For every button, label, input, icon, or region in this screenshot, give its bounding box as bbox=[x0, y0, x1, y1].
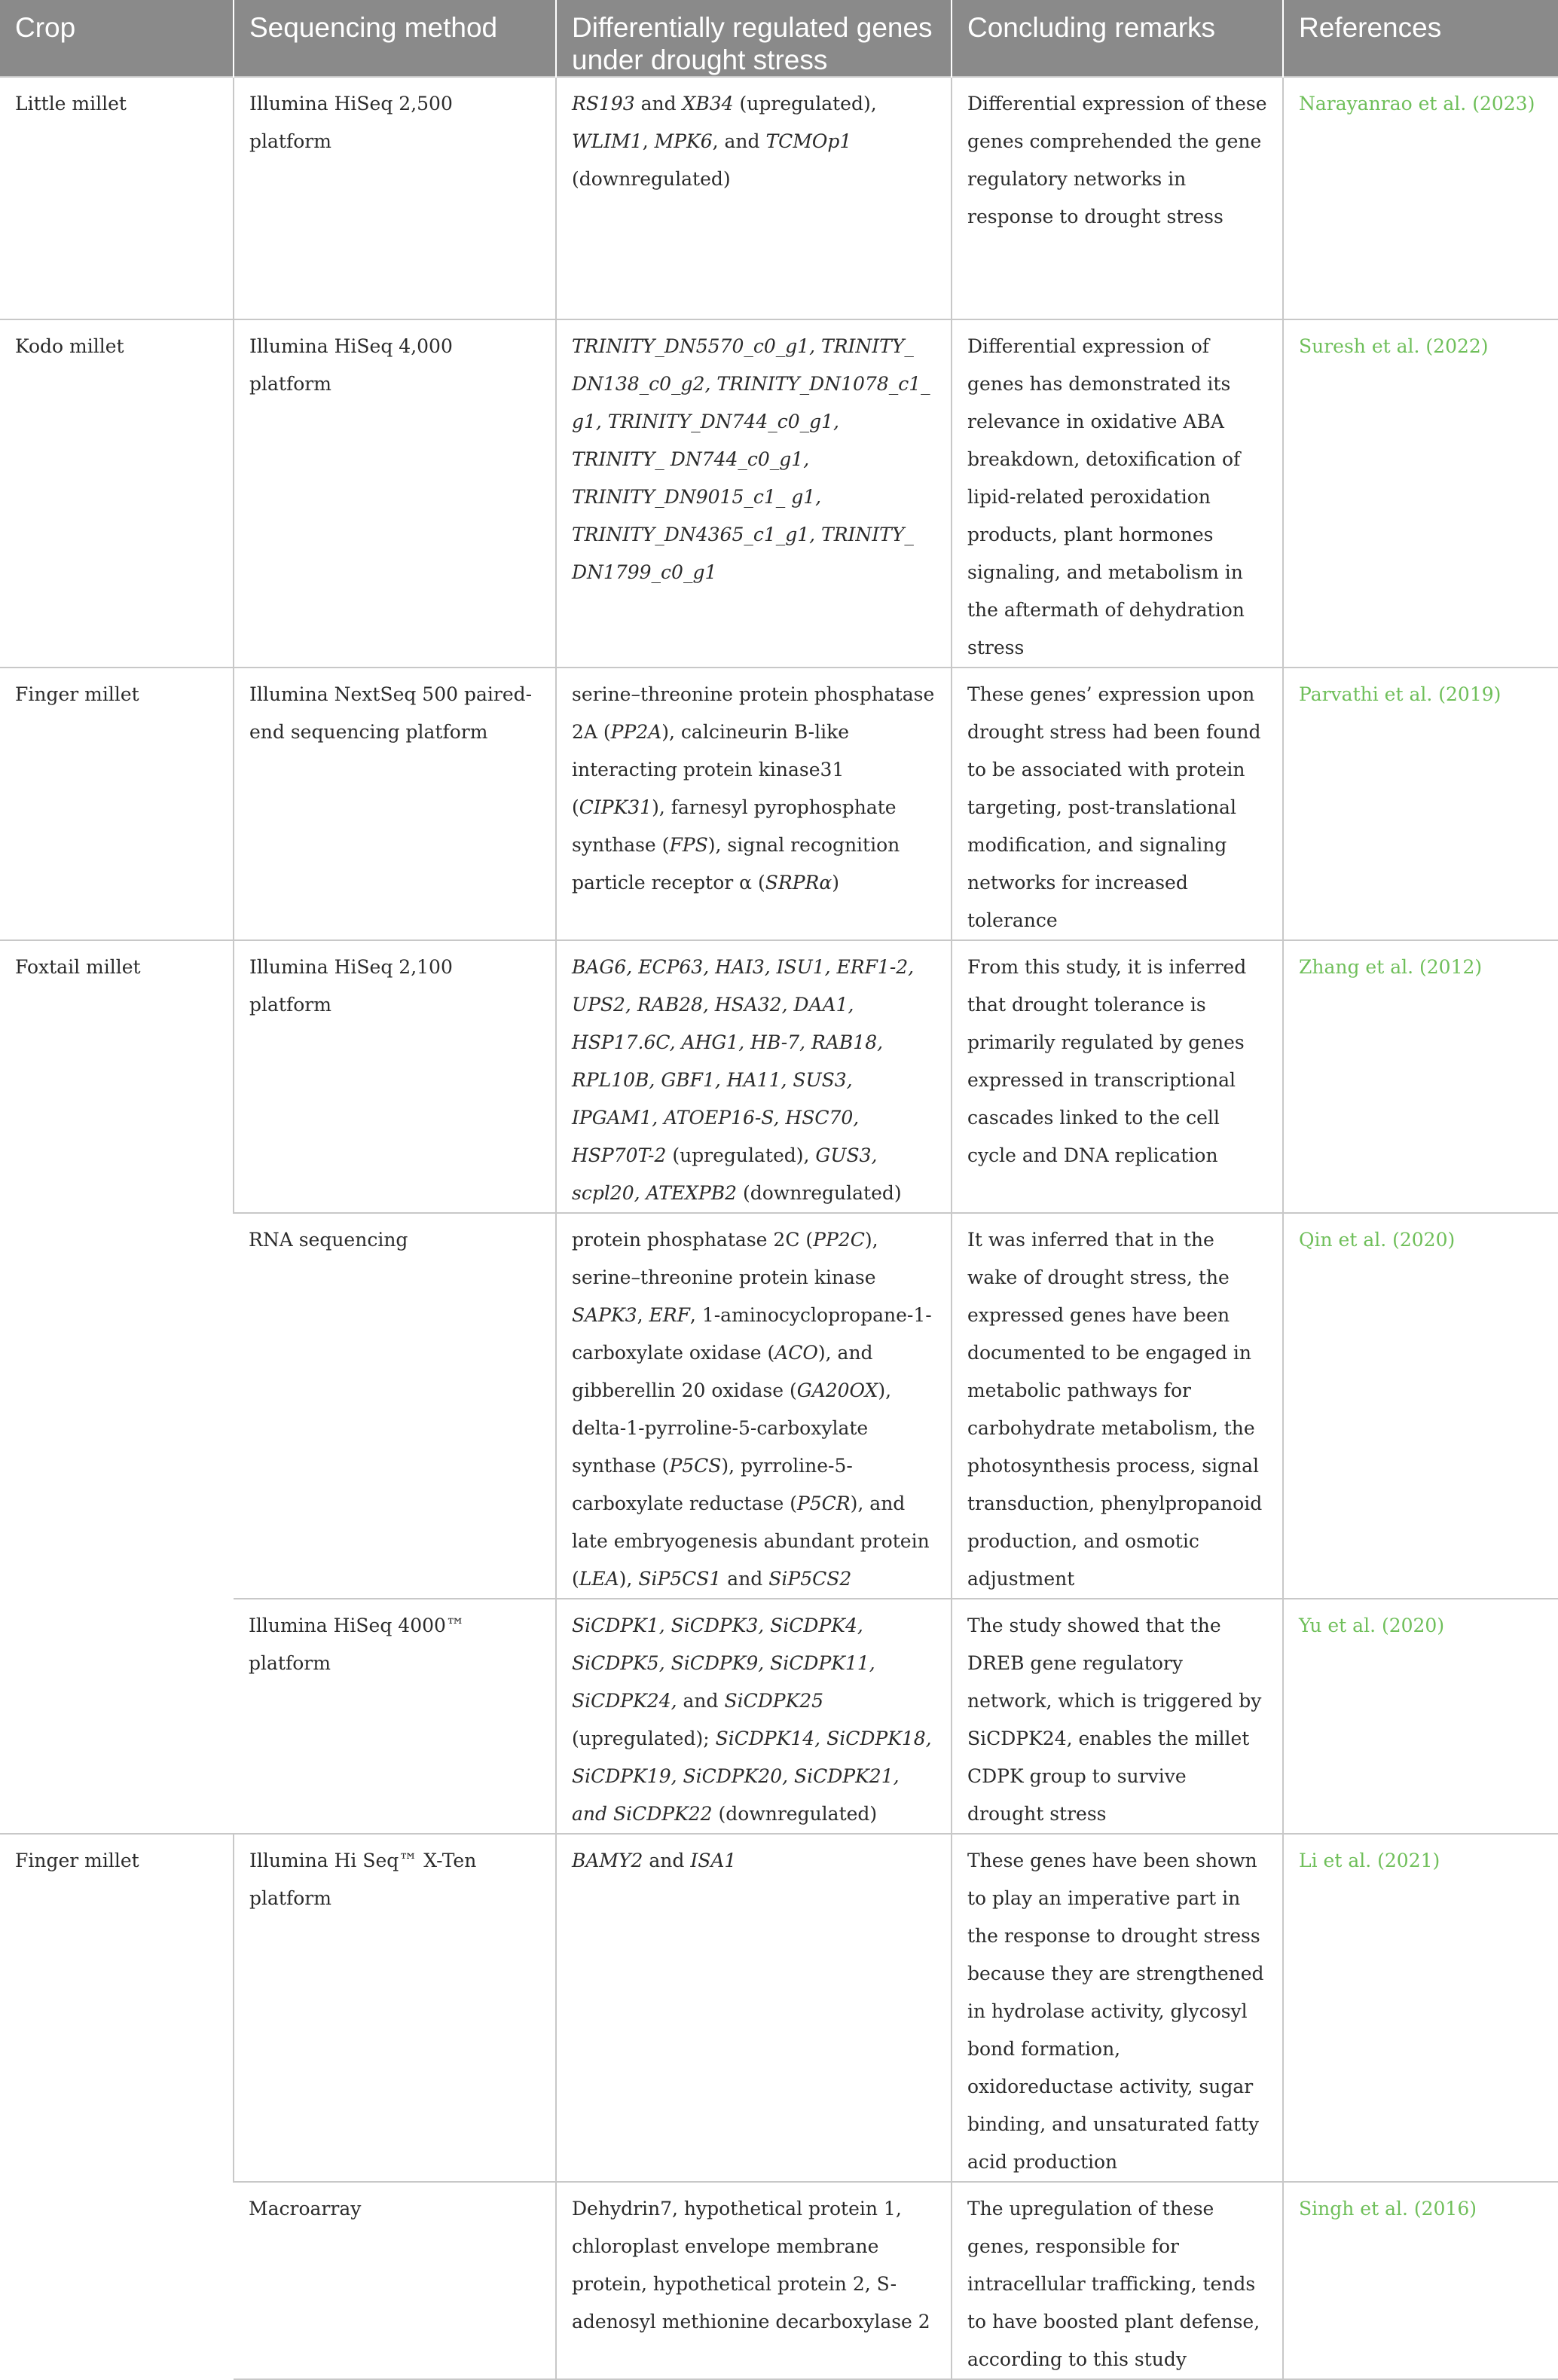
gene-text: and bbox=[677, 1690, 725, 1712]
gene-name: FPS bbox=[669, 834, 708, 856]
gene-text: Dehydrin7, hypothetical protein 1, chloroplast envelope membrane protein, hypothetical protein 2, S-adenosyl methionine decarboxylase 2 bbox=[572, 2198, 930, 2333]
method-text: Illumina HiSeq 2,500 platform bbox=[249, 93, 453, 152]
genes-text bbox=[572, 941, 936, 1212]
table-row bbox=[0, 1834, 1558, 2182]
method-text: Macroarray bbox=[249, 2198, 362, 2220]
gene-name: ISA1 bbox=[690, 1850, 737, 1871]
reference-cell bbox=[1283, 1213, 1558, 1599]
header-references: References bbox=[1283, 0, 1558, 77]
gene-text: serine–threonine protein phosphatase 2A ( bbox=[572, 683, 935, 743]
crop-cell: Finger millet bbox=[0, 1834, 234, 2379]
header-remarks: Concluding remarks bbox=[952, 0, 1283, 77]
genes-cell bbox=[556, 668, 952, 940]
gene-text: ), pyrroline-5-carboxylate reductase ( bbox=[572, 1455, 853, 1514]
remarks-text: From this study, it is inferred that drought tolerance is primarily regulated by genes expressed in transcriptional cascades linked to the cell cycle and DNA replication bbox=[967, 956, 1247, 1166]
gene-text: , bbox=[642, 130, 655, 152]
table-row bbox=[0, 2182, 1558, 2379]
genes-cell bbox=[556, 1213, 952, 1599]
table-row bbox=[0, 77, 1558, 319]
gene-name: BAMY2 bbox=[572, 1850, 643, 1871]
genes-text bbox=[572, 1214, 936, 1598]
gene-text: (downregulated) bbox=[737, 1182, 902, 1204]
gene-name: RS193 bbox=[572, 93, 635, 115]
gene-text: , 1-aminocyclopropane-1-carboxylate oxidase ( bbox=[572, 1304, 932, 1364]
remarks-cell bbox=[952, 940, 1283, 1213]
reference-link[interactable]: Zhang et al. (2012) bbox=[1299, 956, 1483, 978]
remarks-text: It was inferred that in the wake of drought stress, the expressed genes have been documented to be engaged in metabolic pathways for carbohydrate metabolism, the photosynthesis process, signal transduction, phenylpropanoid production, and osmotic adjustment bbox=[967, 1229, 1263, 1590]
table-row bbox=[0, 319, 1558, 668]
method-text: RNA sequencing bbox=[249, 1229, 408, 1251]
genes-cell bbox=[556, 319, 952, 668]
gene-name: TRINITY_DN5570_c0_g1, TRINITY_ DN138_c0_g2, TRINITY_DN1078_c1_ g1, TRINITY_DN744_c0_g1, TRINITY_ DN744_c0_g1, TRINITY_DN9015_c1_ g1, TRINITY_DN4365_c1_g1, TRINITY_ DN1799_c0_g1 bbox=[572, 335, 930, 583]
remarks-text: The study showed that the DREB gene regulatory network, which is triggered by SiCDPK24, enables the millet CDPK group to survive drought stress bbox=[967, 1615, 1262, 1825]
reference-cell bbox=[1283, 2182, 1558, 2379]
genes-text bbox=[572, 668, 936, 902]
method-cell bbox=[234, 77, 556, 319]
gene-text: (upregulated), bbox=[733, 93, 877, 115]
remarks-cell bbox=[952, 1213, 1283, 1599]
remarks-cell bbox=[952, 2182, 1283, 2379]
gene-name: GA20OX bbox=[796, 1379, 878, 1401]
reference-link[interactable]: Yu et al. (2020) bbox=[1299, 1615, 1445, 1636]
gene-name: TCMOp1 bbox=[765, 130, 852, 152]
gene-text: , bbox=[637, 1304, 649, 1326]
remarks-cell bbox=[952, 1599, 1283, 1834]
gene-text: and bbox=[643, 1850, 691, 1871]
method-cell bbox=[234, 668, 556, 940]
gene-name: P5CR bbox=[796, 1492, 851, 1514]
gene-name: GUS3, scpl20, ATEXPB2 bbox=[572, 1144, 878, 1204]
header-genes: Differentially regulated genes under drought stress bbox=[556, 0, 952, 77]
remarks-text: The upregulation of these genes, responsible for intracellular trafficking, tends to have boosted plant defense, according to this study bbox=[967, 2198, 1260, 2370]
method-text: Illumina HiSeq 4,000 platform bbox=[249, 335, 453, 395]
gene-name: PP2A bbox=[610, 721, 662, 743]
gene-text: ), and gibberellin 20 oxidase ( bbox=[572, 1342, 873, 1401]
gene-text: ), bbox=[619, 1568, 639, 1590]
method-cell bbox=[234, 319, 556, 668]
reference-cell bbox=[1283, 940, 1558, 1213]
reference-link[interactable]: Li et al. (2021) bbox=[1299, 1850, 1440, 1871]
remarks-cell bbox=[952, 1834, 1283, 2182]
method-cell bbox=[234, 1213, 556, 1599]
header-crop: Crop bbox=[0, 0, 234, 77]
reference-link[interactable]: Suresh et al. (2022) bbox=[1299, 335, 1489, 357]
reference-cell bbox=[1283, 1599, 1558, 1834]
gene-name: SiP5CS1 bbox=[638, 1568, 722, 1590]
header-row bbox=[0, 0, 1558, 77]
table-row bbox=[0, 668, 1558, 940]
genes-cell bbox=[556, 77, 952, 319]
gene-name: SiCDPK1, SiCDPK3, SiCDPK4, SiCDPK5, SiCDPK9, SiCDPK11, SiCDPK24, bbox=[572, 1615, 875, 1712]
crop-cell: Foxtail millet bbox=[0, 940, 234, 1834]
genes-text bbox=[572, 78, 936, 198]
reference-cell bbox=[1283, 319, 1558, 668]
remarks-text: Differential expression of these genes comprehended the gene regulatory networks in response to drought stress bbox=[967, 93, 1267, 228]
table-row bbox=[0, 1213, 1558, 1599]
gene-text: ), farnesyl pyrophosphate synthase ( bbox=[572, 796, 897, 856]
genes-cell bbox=[556, 1834, 952, 2182]
gene-name: ERF bbox=[649, 1304, 690, 1326]
gene-name: SRPRα bbox=[765, 872, 832, 894]
table-body bbox=[0, 77, 1558, 2379]
gene-text: ), and late embryogenesis abundant protein ( bbox=[572, 1492, 930, 1590]
gene-text: ), serine–threonine protein kinase bbox=[572, 1229, 878, 1288]
reference-cell bbox=[1283, 1834, 1558, 2182]
gene-name: SiP5CS2 bbox=[768, 1568, 852, 1590]
table-row bbox=[0, 940, 1558, 1213]
gene-text: , and bbox=[712, 130, 766, 152]
reference-link[interactable]: Narayanrao et al. (2023) bbox=[1299, 93, 1535, 115]
genes-cell bbox=[556, 2182, 952, 2379]
reference-cell bbox=[1283, 77, 1558, 319]
gene-text: (upregulated), bbox=[666, 1144, 816, 1166]
gene-name: WLIM1 bbox=[572, 130, 643, 152]
remarks-cell bbox=[952, 77, 1283, 319]
remarks-text: These genes’ expression upon drought stress had been found to be associated with protein targeting, post-translational modification, and signaling networks for increased tolerance bbox=[967, 683, 1261, 931]
method-cell bbox=[234, 940, 556, 1213]
gene-name: PP2C bbox=[813, 1229, 865, 1251]
table-header bbox=[0, 0, 1558, 77]
remarks-cell bbox=[952, 319, 1283, 668]
gene-text: protein phosphatase 2C ( bbox=[572, 1229, 814, 1251]
gene-text: ), calcineurin B-like interacting protein kinase31 ( bbox=[572, 721, 850, 818]
genes-text bbox=[572, 1599, 936, 1833]
method-text: Illumina Hi Seq™ X-Ten platform bbox=[249, 1850, 477, 1909]
crop-cell: Little millet bbox=[0, 77, 234, 319]
reference-link[interactable]: Parvathi et al. (2019) bbox=[1299, 683, 1501, 705]
genes-cell bbox=[556, 940, 952, 1213]
gene-text: (downregulated) bbox=[572, 168, 731, 190]
gene-text: (downregulated) bbox=[712, 1803, 878, 1825]
crop-cell: Finger millet bbox=[0, 668, 234, 940]
gene-name: SiCDPK25 bbox=[724, 1690, 824, 1712]
gene-name: MPK6 bbox=[654, 130, 713, 152]
genes-cell bbox=[556, 1599, 952, 1834]
genes-text bbox=[572, 1835, 936, 1880]
gene-name: CIPK31 bbox=[579, 796, 652, 818]
method-text: Illumina NextSeq 500 paired-end sequencing platform bbox=[249, 683, 533, 743]
gene-name: XB34 bbox=[682, 93, 734, 115]
gene-text: (upregulated); bbox=[572, 1728, 716, 1749]
reference-link[interactable]: Qin et al. (2020) bbox=[1299, 1229, 1456, 1251]
genes-text bbox=[572, 2183, 936, 2341]
reference-link[interactable]: Singh et al. (2016) bbox=[1299, 2198, 1477, 2220]
gene-text: and bbox=[721, 1568, 769, 1590]
gene-name: SAPK3 bbox=[572, 1304, 637, 1326]
method-cell bbox=[234, 2182, 556, 2379]
method-text: Illumina HiSeq 4000™ platform bbox=[249, 1615, 465, 1674]
gene-text: ), signal recognition particle receptor α ( bbox=[572, 834, 900, 894]
method-text: Illumina HiSeq 2,100 platform bbox=[249, 956, 453, 1016]
header-sequencing-method: Sequencing method bbox=[234, 0, 556, 77]
remarks-cell bbox=[952, 668, 1283, 940]
gene-name: LEA bbox=[579, 1568, 619, 1590]
gene-name: SiCDPK14, SiCDPK18, SiCDPK19, SiCDPK20, SiCDPK21, and SiCDPK22 bbox=[572, 1728, 932, 1825]
remarks-text: These genes have been shown to play an imperative part in the response to drought stress because they are strengthened in hydrolase activity, glycosyl bond formation, oxidoreductase activity, sugar binding, and unsaturated fatty acid production bbox=[967, 1850, 1264, 2173]
gene-name: BAG6, ECP63, HAI3, ISU1, ERF1-2, UPS2, RAB28, HSA32, DAA1, HSP17.6C, AHG1, HB-7, RAB18, RPL10B, GBF1, HA11, SUS3, IPGAM1, ATOEP16-S, HSC70, HSP70T-2 bbox=[572, 956, 915, 1166]
crop-cell: Kodo millet bbox=[0, 319, 234, 668]
gene-text: ), delta-1-pyrroline-5-carboxylate synthase ( bbox=[572, 1379, 892, 1477]
method-cell bbox=[234, 1599, 556, 1834]
gene-name: P5CS bbox=[669, 1455, 722, 1477]
reference-cell bbox=[1283, 668, 1558, 940]
table-row bbox=[0, 1599, 1558, 1834]
gene-text: and bbox=[634, 93, 683, 115]
genes-text bbox=[572, 320, 936, 591]
remarks-text: Differential expression of genes has demonstrated its relevance in oxidative ABA breakdown, detoxification of lipid-related peroxidation products, plant hormones signaling, and metabolism in the aftermath of dehydration stress bbox=[967, 335, 1245, 658]
gene-text: ) bbox=[832, 872, 840, 894]
gene-name: ACO bbox=[774, 1342, 818, 1364]
method-cell bbox=[234, 1834, 556, 2182]
